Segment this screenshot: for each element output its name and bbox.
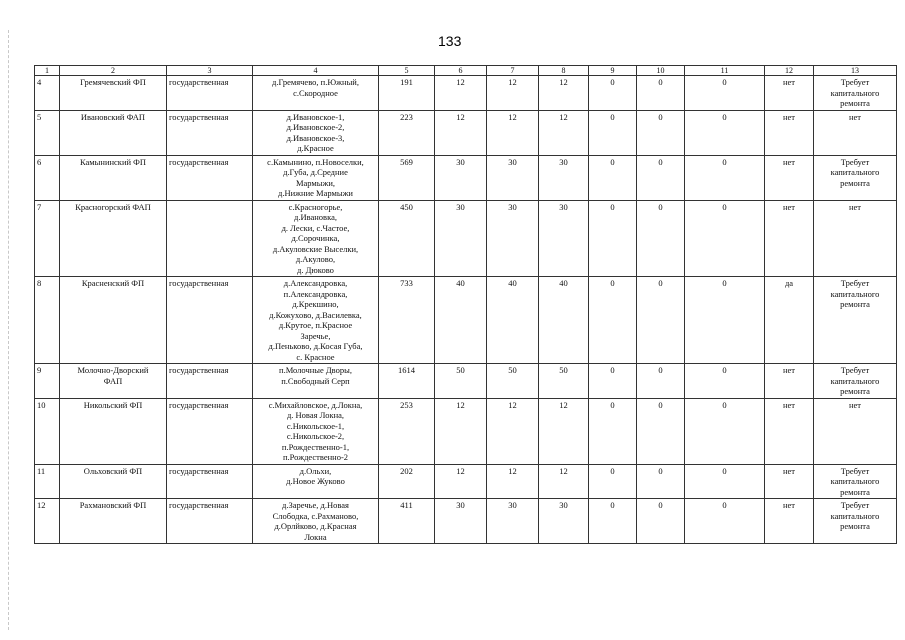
- status: [814, 110, 897, 155]
- value-c12: нет: [765, 464, 814, 499]
- value-c7: 12: [487, 110, 539, 155]
- column-number-2: 2: [60, 66, 167, 76]
- status-line: капитального: [830, 167, 880, 177]
- settlements: [253, 398, 379, 464]
- value-c12: нет: [765, 200, 814, 277]
- value-c12: нет: [765, 76, 814, 111]
- ownership: государственная: [167, 364, 253, 399]
- value-c9: 0: [589, 155, 637, 200]
- ownership: [167, 200, 253, 277]
- table-row: [35, 364, 897, 399]
- ownership: государственная: [167, 155, 253, 200]
- value-c7: 30: [487, 155, 539, 200]
- value-c6: 12: [435, 464, 487, 499]
- ownership: государственная: [167, 110, 253, 155]
- status: [814, 464, 897, 499]
- facility-name: [60, 364, 167, 399]
- value-c7: 12: [487, 464, 539, 499]
- settlements-line: с.Никольское-1,: [286, 420, 345, 431]
- status: [814, 200, 897, 277]
- facility-name-line: Никольский ФП: [83, 399, 143, 410]
- value-c11: 0: [685, 277, 765, 364]
- value-c9: 0: [589, 277, 637, 364]
- status-line: капитального: [830, 375, 880, 386]
- settlements: [253, 155, 379, 200]
- page-number: 133: [438, 33, 462, 49]
- facility-name-line: ФАП: [103, 375, 123, 386]
- settlements-line: д.Гремячево, п.Южный,: [272, 77, 359, 87]
- status-line: Требует: [840, 465, 870, 476]
- value-c12: да: [765, 277, 814, 364]
- column-number-8: 8: [539, 66, 589, 76]
- settlements-line: д.Ивановское-1,: [286, 111, 345, 122]
- status-line: Требует: [840, 77, 870, 87]
- row-number: 8: [35, 277, 60, 364]
- status-line: Требует: [840, 278, 870, 288]
- value-c10: 0: [637, 76, 685, 111]
- value-c7: 30: [487, 499, 539, 544]
- status-line: нет: [848, 111, 862, 122]
- value-c11: 0: [685, 499, 765, 544]
- settlements-line: д.Ивановское-2,: [286, 122, 345, 132]
- facility-name-line: Красногорский ФАП: [75, 201, 151, 212]
- ownership: государственная: [167, 398, 253, 464]
- value-c6: 12: [435, 76, 487, 111]
- value-c10: 0: [637, 464, 685, 499]
- settlements: [253, 464, 379, 499]
- facilities-table: [34, 65, 897, 544]
- settlements-line: с.Скородное: [293, 87, 338, 98]
- value-c6: 30: [435, 499, 487, 544]
- status: [814, 364, 897, 399]
- settlements-line: п.Рождественно-1,: [281, 441, 350, 452]
- facility-name-line: Камынинский ФП: [79, 156, 147, 167]
- value-c12: нет: [765, 110, 814, 155]
- status: [814, 155, 897, 200]
- settlements-line: Слободка, с.Рахманово,: [272, 510, 359, 521]
- population: 223: [379, 110, 435, 155]
- settlements-line: д.Заречье, д.Новая: [282, 500, 349, 510]
- table-row: [35, 200, 897, 277]
- settlements-line: д.Александровка,: [283, 278, 348, 288]
- status: [814, 277, 897, 364]
- settlements-line: д.Орлйково, д.Красная: [274, 521, 357, 531]
- settlements-line: д.Крутое, п.Красное: [278, 320, 353, 330]
- facility-name-line: Рахмановский ФП: [79, 500, 147, 510]
- status-line: нет: [848, 201, 862, 212]
- status-line: капитального: [830, 87, 880, 98]
- status-line: капитального: [830, 510, 880, 521]
- settlements-line: с.Красногорье,: [288, 201, 343, 212]
- value-c7: 12: [487, 398, 539, 464]
- row-number: 9: [35, 364, 60, 399]
- value-c12: нет: [765, 155, 814, 200]
- row-number: 4: [35, 76, 60, 111]
- settlements-line: с.Камынино, п.Новоселки,: [267, 156, 364, 167]
- value-c11: 0: [685, 110, 765, 155]
- facility-name: [60, 464, 167, 499]
- value-c10: 0: [637, 155, 685, 200]
- status-line: ремонта: [840, 98, 870, 108]
- settlements-line: п.Александровка,: [283, 288, 348, 299]
- facility-name: [60, 76, 167, 111]
- ownership: государственная: [167, 277, 253, 364]
- population: 191: [379, 76, 435, 111]
- status-line: капитального: [830, 288, 880, 299]
- value-c11: 0: [685, 398, 765, 464]
- value-c11: 0: [685, 155, 765, 200]
- table-row: [35, 464, 897, 499]
- column-number-9: 9: [589, 66, 637, 76]
- value-c11: 0: [685, 76, 765, 111]
- value-c12: нет: [765, 499, 814, 544]
- facility-name: [60, 499, 167, 544]
- column-number-13: 13: [814, 66, 897, 76]
- value-c11: 0: [685, 200, 765, 277]
- facility-name-line: Гремячевский ФП: [80, 77, 146, 87]
- value-c11: 0: [685, 364, 765, 399]
- row-number: 7: [35, 200, 60, 277]
- settlements-line: д.Губа, д.Средние: [283, 167, 348, 177]
- settlements-line: д. Новая Локна,: [286, 410, 345, 420]
- column-number-11: 11: [685, 66, 765, 76]
- settlements-line: п.Молочные Дворы,: [279, 365, 352, 375]
- settlements: [253, 499, 379, 544]
- settlements-line: п.Свободный Серп: [281, 375, 350, 386]
- settlements-line: с.Никольское-2,: [286, 431, 345, 441]
- value-c9: 0: [589, 464, 637, 499]
- value-c8: 12: [539, 464, 589, 499]
- status-line: ремонта: [840, 177, 870, 188]
- value-c8: 30: [539, 200, 589, 277]
- value-c8: 12: [539, 76, 589, 111]
- row-number: 10: [35, 398, 60, 464]
- settlements-line: д.Кожухово, д.Василевка,: [269, 309, 362, 320]
- row-number: 11: [35, 464, 60, 499]
- value-c6: 30: [435, 155, 487, 200]
- status-line: Требует: [840, 156, 870, 167]
- settlements-line: д.Ивановское-3,: [286, 132, 345, 143]
- settlements-line: д.Новое Жуково: [286, 476, 345, 486]
- settlements-line: с. Красное: [296, 351, 335, 362]
- status-line: ремонта: [840, 386, 870, 396]
- status: [814, 76, 897, 111]
- settlements-line: д.Акуловские Выселки,: [272, 243, 359, 254]
- value-c6: 50: [435, 364, 487, 399]
- table-row: [35, 499, 897, 544]
- population: 733: [379, 277, 435, 364]
- status-line: Требует: [840, 365, 870, 375]
- settlements-line: д.Крекшино,: [292, 299, 339, 309]
- value-c10: 0: [637, 364, 685, 399]
- status: [814, 398, 897, 464]
- settlements: [253, 76, 379, 111]
- value-c8: 12: [539, 110, 589, 155]
- settlements-line: с.Михайловское, д.Локна,: [268, 399, 363, 410]
- value-c6: 12: [435, 110, 487, 155]
- column-number-5: 5: [379, 66, 435, 76]
- value-c7: 30: [487, 200, 539, 277]
- settlements-line: д.Красное: [297, 143, 334, 153]
- value-c10: 0: [637, 499, 685, 544]
- settlements: [253, 277, 379, 364]
- table-row: [35, 398, 897, 464]
- settlements-line: д.Пеньково, д.Косая Губа,: [268, 341, 363, 351]
- facility-name-line: Ивановский ФАП: [80, 111, 146, 122]
- value-c8: 12: [539, 398, 589, 464]
- value-c10: 0: [637, 277, 685, 364]
- status-line: ремонта: [840, 299, 870, 309]
- population: 253: [379, 398, 435, 464]
- column-number-6: 6: [435, 66, 487, 76]
- facility-name: [60, 155, 167, 200]
- population: 1614: [379, 364, 435, 399]
- status-line: нет: [848, 399, 862, 410]
- value-c9: 0: [589, 364, 637, 399]
- facility-name-line: Красненский ФП: [81, 278, 145, 288]
- value-c9: 0: [589, 110, 637, 155]
- value-c8: 40: [539, 277, 589, 364]
- table-row: [35, 110, 897, 155]
- value-c10: 0: [637, 110, 685, 155]
- settlements: [253, 110, 379, 155]
- value-c7: 50: [487, 364, 539, 399]
- column-number-12: 12: [765, 66, 814, 76]
- table-row: [35, 76, 897, 111]
- value-c8: 30: [539, 499, 589, 544]
- settlements-line: Локна: [304, 531, 327, 542]
- value-c11: 0: [685, 464, 765, 499]
- column-number-3: 3: [167, 66, 253, 76]
- settlements-line: д.Ольхи,: [299, 465, 332, 476]
- facility-name: [60, 110, 167, 155]
- value-c10: 0: [637, 398, 685, 464]
- column-number-4: 4: [253, 66, 379, 76]
- value-c7: 12: [487, 76, 539, 111]
- settlements-line: д.Ивановка,: [294, 212, 337, 222]
- margin-fold-line: [8, 30, 9, 630]
- value-c9: 0: [589, 200, 637, 277]
- value-c12: нет: [765, 364, 814, 399]
- settlements-line: Заречье,: [300, 330, 331, 341]
- settlements-line: д.Акулово,: [295, 254, 336, 264]
- facility-name-line: Ольховский ФП: [83, 465, 143, 476]
- settlements-line: п.Рождественно-2: [282, 452, 349, 462]
- row-number: 12: [35, 499, 60, 544]
- ownership: государственная: [167, 499, 253, 544]
- settlements-line: Мармыжи,: [295, 177, 336, 188]
- facility-name: [60, 398, 167, 464]
- facility-name: [60, 200, 167, 277]
- settlements-line: д. Лески, с.Частое,: [281, 222, 350, 233]
- table-row: [35, 155, 897, 200]
- value-c6: 40: [435, 277, 487, 364]
- value-c9: 0: [589, 76, 637, 111]
- row-number: 6: [35, 155, 60, 200]
- status-line: Требует: [840, 500, 870, 510]
- row-number: 5: [35, 110, 60, 155]
- population: 569: [379, 155, 435, 200]
- value-c7: 40: [487, 277, 539, 364]
- value-c6: 12: [435, 398, 487, 464]
- status: [814, 499, 897, 544]
- status-line: ремонта: [840, 521, 870, 531]
- facility-name-line: Молочно-Дворский: [77, 365, 149, 375]
- settlements-line: д. Дюково: [297, 264, 334, 275]
- value-c9: 0: [589, 398, 637, 464]
- column-number-7: 7: [487, 66, 539, 76]
- table-row: [35, 277, 897, 364]
- facility-name: [60, 277, 167, 364]
- value-c6: 30: [435, 200, 487, 277]
- value-c12: нет: [765, 398, 814, 464]
- ownership: государственная: [167, 76, 253, 111]
- table-body: [35, 66, 897, 544]
- column-number-10: 10: [637, 66, 685, 76]
- population: 450: [379, 200, 435, 277]
- population: 202: [379, 464, 435, 499]
- status-line: капитального: [830, 476, 880, 486]
- settlements-line: д.Нижние Мармыжи: [278, 188, 353, 198]
- value-c8: 30: [539, 155, 589, 200]
- settlements: [253, 364, 379, 399]
- value-c10: 0: [637, 200, 685, 277]
- value-c9: 0: [589, 499, 637, 544]
- population: 411: [379, 499, 435, 544]
- value-c8: 50: [539, 364, 589, 399]
- settlements: [253, 200, 379, 277]
- status-line: ремонта: [840, 486, 870, 497]
- ownership: государственная: [167, 464, 253, 499]
- column-number-1: 1: [35, 66, 60, 76]
- column-number-row: [35, 66, 897, 76]
- settlements-line: д.Сорочинка,: [291, 233, 340, 243]
